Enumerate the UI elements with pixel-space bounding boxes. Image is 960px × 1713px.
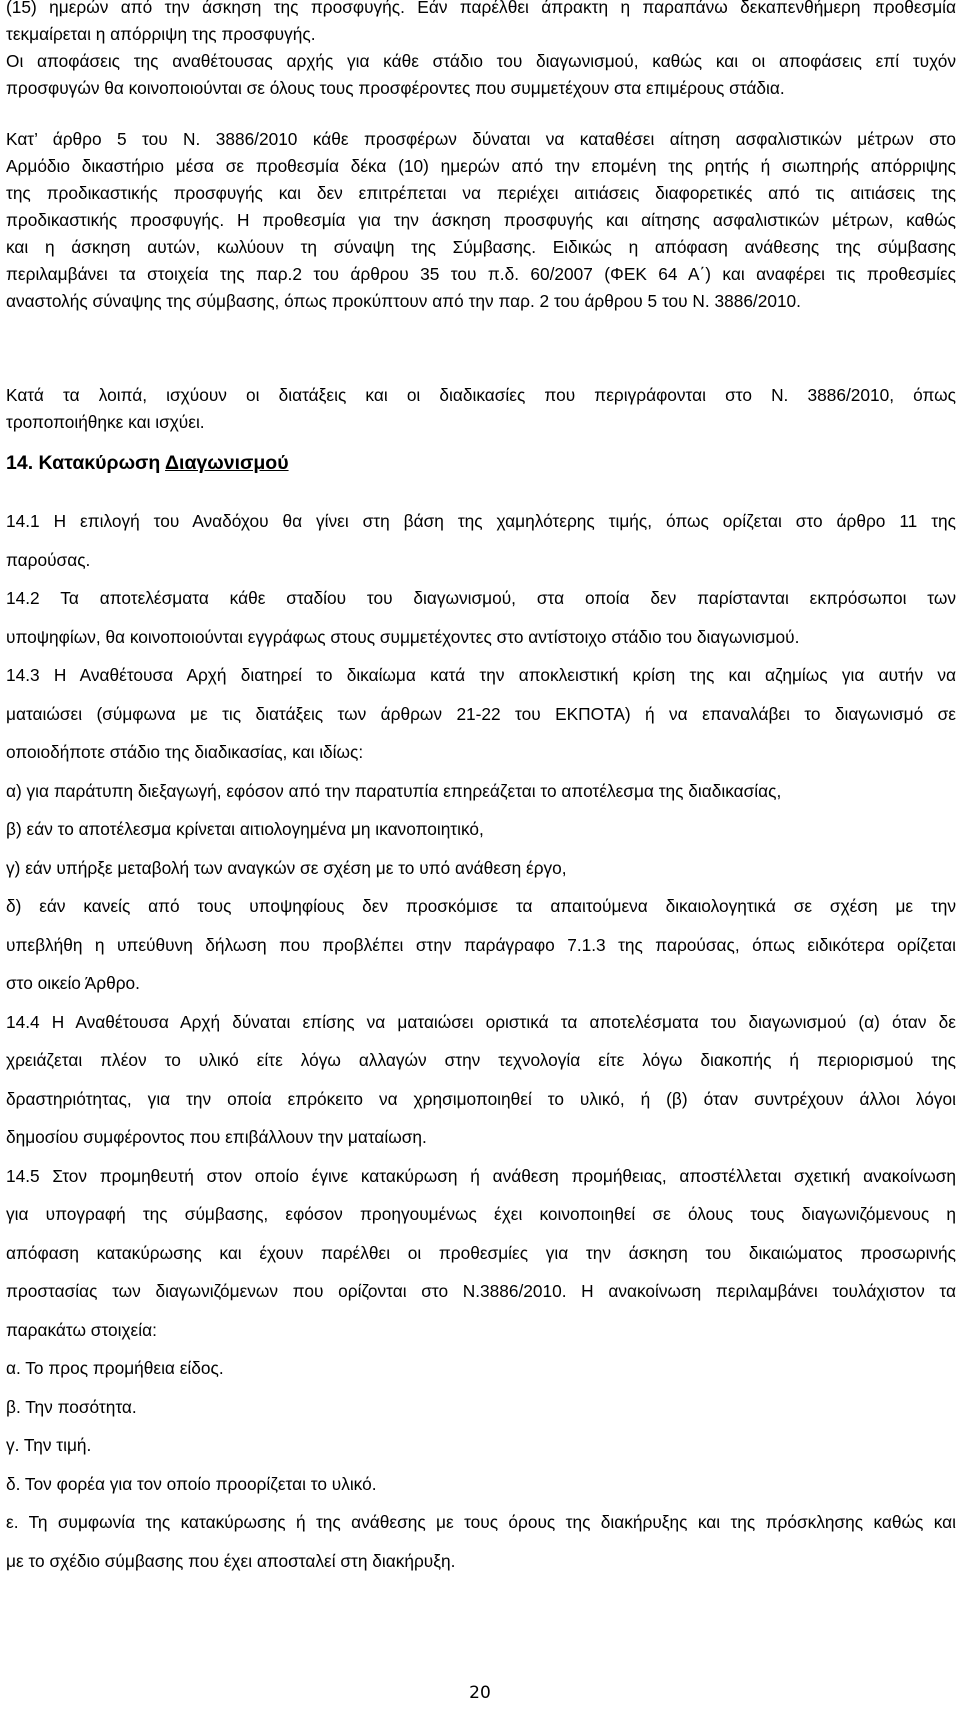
- paragraph-remaining-provisions: [6, 382, 956, 436]
- text-line: α. Το προς προμήθεια είδος.: [6, 1358, 224, 1378]
- text-line: Αρμόδιο δικαστήριο μέσα σε προθεσμία δέκα (10) ημερών από την επομένη της ρητής ή σιωπηρής απόρριψης: [6, 156, 956, 176]
- paragraph-appeal-deadline: [6, 0, 956, 102]
- text-line: υποψηφίων, θα κοινοποιούνται εγγράφως στους συμμετέχοντες στο αντίστοιχο στάδιο του διαγωνισμού.: [6, 626, 800, 647]
- text-line: παρακάτω στοιχεία:: [6, 1319, 157, 1340]
- text-line: αναστολής σύναψης της σύμβασης, όπως προκύπτουν από την παρ. 2 του άρθρου 5 του Ν. 3886/2010.: [6, 291, 801, 311]
- text-line: γ. Την τιμή.: [6, 1435, 92, 1455]
- text-line: χρειάζεται πλέον το υλικό είτε λόγω αλλαγών στην τεχνολογία είτε λόγω διακοπής ή περιορισμού της: [6, 1050, 956, 1070]
- section-number: 14.: [6, 452, 34, 474]
- section-heading: [6, 452, 289, 475]
- text-line: β. Την ποσότητα.: [6, 1396, 137, 1417]
- text-line: ματαιώσει (σύμφωνα με τις διατάξεις των άρθρων 21-22 του ΕΚΠΟΤΑ) ή να επαναλάβει το διαγωνισμό σε: [6, 703, 956, 724]
- text-line: τροποποιήθηκε και ισχύει.: [6, 412, 205, 432]
- text-line: προδικαστικής προσφυγής. Η προθεσμία για την άσκηση προσφυγής και αίτησης ασφαλιστικών μέτρων, καθώς: [6, 210, 956, 230]
- text-line: υπεβλήθη η υπεύθυνη δήλωση που προβλέπει στην παράγραφο 7.1.3 της παρούσας, όπως ειδικότερα ορίζεται: [6, 934, 956, 955]
- text-line: δ. Τον φορέα για τον οποίο προορίζεται το υλικό.: [6, 1473, 377, 1494]
- text-line: παρούσας.: [6, 549, 91, 570]
- section-title-underlined: Διαγωνισμού: [165, 452, 289, 474]
- paragraph-article-5: [6, 126, 956, 315]
- text-line: για υπογραφή της σύμβασης, εφόσον προηγουμένως έχει κοινοποιηθεί σε όλους τους διαγωνιζόμενους η: [6, 1204, 956, 1224]
- section-body: [6, 502, 956, 1580]
- text-line: δ) εάν κανείς από τους υποψηφίους δεν προσκόμισε τα απαιτούμενα δικαιολογητικά σε σχέση με την: [6, 896, 956, 916]
- text-line: 14.2 Τα αποτελέσματα κάθε σταδίου του διαγωνισμού, στα οποία δεν παρίστανται εκπρόσωποι των: [6, 588, 956, 608]
- text-line: και η άσκηση αυτών, κωλύουν τη σύναψη της Σύμβασης. Ειδικώς η απόφαση ανάθεσης της σύμβασης: [6, 237, 956, 257]
- text-line: ε. Τη συμφωνία της κατακύρωσης ή της ανάθεσης με τους όρους της διακήρυξης και της πρόσκλησης καθώς και: [6, 1512, 956, 1532]
- text-line: (15) ημερών από την άσκηση της προσφυγής. Εάν παρέλθει άπρακτη η παραπάνω δεκαπενθήμερη προθεσμία: [6, 0, 956, 17]
- text-line: με το σχέδιο σύμβασης που έχει αποσταλεί στη διακήρυξη.: [6, 1550, 456, 1571]
- text-line: Κατ’ άρθρο 5 του Ν. 3886/2010 κάθε προσφέρων δύναται να καταθέσει αίτηση ασφαλιστικών μέτρων στο: [6, 129, 956, 149]
- text-line: γ) εάν υπήρξε μεταβολή των αναγκών σε σχέση με το υπό ανάθεση έργο,: [6, 857, 567, 878]
- text-line: προστασίας των διαγωνιζόμενων που ορίζονται στο Ν.3886/2010. Η ανακοίνωση περιλαμβάνει τουλάχιστον τα: [6, 1281, 956, 1301]
- text-line: στο οικείο Άρθρο.: [6, 973, 140, 993]
- text-line: Κατά τα λοιπά, ισχύουν οι διατάξεις και οι διαδικασίες που περιγράφονται στο Ν. 3886/2010, όπως: [6, 385, 956, 405]
- text-line: τεκμαίρεται η απόρριψη της προσφυγής.: [6, 24, 316, 44]
- text-line: δημοσίου συμφέροντος που επιβάλλουν την ματαίωση.: [6, 1127, 427, 1147]
- text-line: της προδικαστικής προσφυγής και δεν επιτρέπεται να περιέχει αιτιάσεις διαφορετικές από τις αιτιάσεις της: [6, 183, 956, 203]
- section-title-prefix: Κατακύρωση: [38, 452, 166, 474]
- page-number: 20: [469, 1683, 491, 1703]
- text-line: 14.4 Η Αναθέτουσα Αρχή δύναται επίσης να ματαιώσει οριστικά τα αποτελέσματα του διαγωνισμού (α) όταν δε: [6, 1011, 956, 1032]
- text-line: απόφαση κατακύρωσης και έχουν παρέλθει οι προθεσμίες για την άσκηση του δικαιώματος προσωρινής: [6, 1242, 956, 1263]
- text-line: β) εάν το αποτέλεσμα κρίνεται αιτιολογημένα μη ικανοποιητικό,: [6, 819, 484, 839]
- text-line: οποιοδήποτε στάδιο της διαδικασίας, και ιδίως:: [6, 742, 364, 762]
- text-line: 14.3 Η Αναθέτουσα Αρχή διατηρεί το δικαίωμα κατά την αποκλειστική κρίση της και αζημίως για αυτήν να: [6, 665, 956, 685]
- text-line: προσφυγών θα κοινοποιούνται σε όλους τους προσφέροντες που συμμετέχουν στα επιμέρους στάδια.: [6, 78, 785, 98]
- text-line: 14.5 Στον προμηθευτή στον οποίο έγινε κατακύρωση ή ανάθεση προμήθειας, αποστέλλεται σχετική ανακοίνωση: [6, 1165, 956, 1186]
- text-line: 14.1 Η επιλογή του Αναδόχου θα γίνει στη βάση της χαμηλότερης τιμής, όπως ορίζεται στο άρθρο 11 της: [6, 511, 956, 531]
- text-line: δραστηριότητας, για την οποία επρόκειτο να χρησιμοποιηθεί το υλικό, ή (β) όταν συντρέχουν άλλοι λόγοι: [6, 1088, 956, 1109]
- text-line: Οι αποφάσεις της αναθέτουσας αρχής για κάθε στάδιο του διαγωνισμού, καθώς και οι αποφάσεις επί τυχόν: [6, 51, 956, 71]
- text-line: α) για παράτυπη διεξαγωγή, εφόσον από την παρατυπία επηρεάζεται το αποτέλεσμα της διαδικασίας,: [6, 780, 782, 801]
- text-line: περιλαμβάνει τα στοιχεία της παρ.2 του άρθρου 35 του π.δ. 60/2007 (ΦΕΚ 64 Α΄) και αναφέρει τις προθεσμίες: [6, 264, 956, 284]
